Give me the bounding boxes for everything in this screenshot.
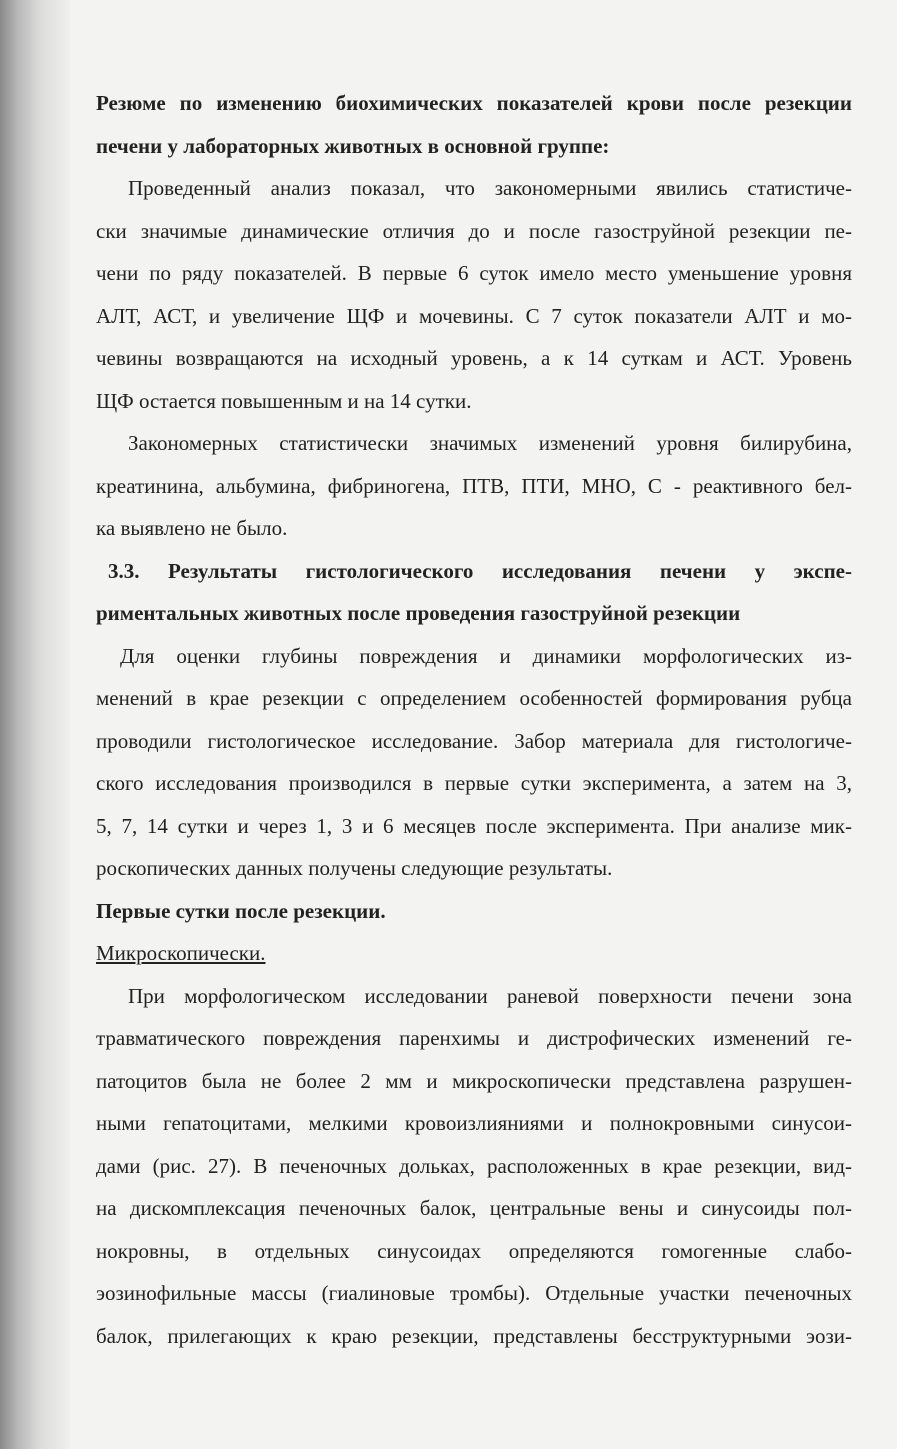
section-heading — [96, 550, 852, 635]
paragraph-line: Проведенный анализ показал, что закономерными явились статистиче- — [128, 176, 852, 200]
paragraph-line: нокровны, в отдельных синусоидах определяются гомогенные слабо- — [96, 1238, 852, 1263]
paragraph-line: патоцитов была не более 2 мм и микроскопически представлена разрушен- — [96, 1068, 852, 1093]
paragraph-line: ского исследования производился в первые сутки эксперимента, а затем на 3, — [96, 771, 852, 795]
microscopy-label-row — [96, 932, 852, 975]
first-day-subheading: Первые сутки после резекции. — [96, 898, 386, 923]
paragraph-line: ски значимые динамические отличия до и после газоструйной резекции пе- — [96, 218, 852, 243]
paragraph-morphology — [96, 975, 852, 1358]
paragraph-no-changes — [96, 422, 852, 550]
page-content — [96, 82, 852, 1357]
paragraph-line: роскопических данных получены следующие результаты. — [96, 856, 613, 880]
paragraph-line: балок, прилегающих к краю резекции, представлены бесструктурными эози- — [96, 1323, 852, 1348]
section-heading-line: 3.3. Результаты гистологического исследования печени у экспе- — [108, 558, 852, 583]
paragraph-line: ными гепатоцитами, мелкими кровоизлияниями и полнокровными синусои- — [96, 1111, 852, 1135]
summary-heading-line: печени у лабораторных животных в основной группе: — [96, 133, 610, 158]
paragraph-line: АЛТ, АСТ, и увеличение ЩФ и мочевины. С 7 суток показатели АЛТ и мо- — [96, 303, 852, 328]
paragraph-line: креатинина, альбумина, фибриногена, ПТВ, ПТИ, МНО, С - реактивного бел- — [96, 473, 852, 498]
paragraph-line: менений в крае резекции с определением особенностей формирования рубца — [96, 686, 852, 710]
paragraph-line: чени по ряду показателей. В первые 6 суток имело место уменьшение уровня — [96, 261, 852, 285]
paragraph-line: 5, 7, 14 сутки и через 1, 3 и 6 месяцев после эксперимента. При анализе мик- — [96, 813, 852, 838]
summary-heading — [96, 82, 852, 167]
paragraph-line: Для оценки глубины повреждения и динамики морфологических из- — [120, 643, 852, 668]
section-heading-line: риментальных животных после проведения газоструйной резекции — [96, 601, 741, 625]
paragraph-line: на дискомплексация печеночных балок, центральные вены и синусоиды пол- — [96, 1196, 852, 1220]
paragraph-line: Закономерных статистически значимых изменений уровня билирубина, — [128, 431, 852, 455]
paragraph-line: проводили гистологическое исследование. Забор материала для гистологиче- — [96, 728, 852, 753]
microscopy-label: Микроскопически. — [96, 941, 266, 965]
paragraph-line: чевины возвращаются на исходный уровень, а к 14 суткам и АСТ. Уровень — [96, 346, 852, 370]
paragraph-line: ЩФ остается повышенным и на 14 сутки. — [96, 388, 472, 413]
binding-shadow — [0, 0, 70, 1449]
paragraph-line: При морфологическом исследовании раневой поверхности печени зона — [128, 983, 852, 1008]
paragraph-analysis — [96, 167, 852, 422]
summary-heading-line: Резюме по изменению биохимических показателей крови после резекции — [96, 91, 852, 115]
paragraph-line: ка выявлено не было. — [96, 516, 288, 540]
paragraph-line: травматического повреждения паренхимы и дистрофических изменений ге- — [96, 1026, 852, 1050]
paragraph-line: дами (рис. 27). В печеночных дольках, расположенных в крае резекции, вид- — [96, 1153, 852, 1178]
paragraph-line: эозинофильные массы (гиалиновые тромбы). Отдельные участки печеночных — [96, 1281, 852, 1305]
paragraph-histology — [96, 635, 852, 890]
